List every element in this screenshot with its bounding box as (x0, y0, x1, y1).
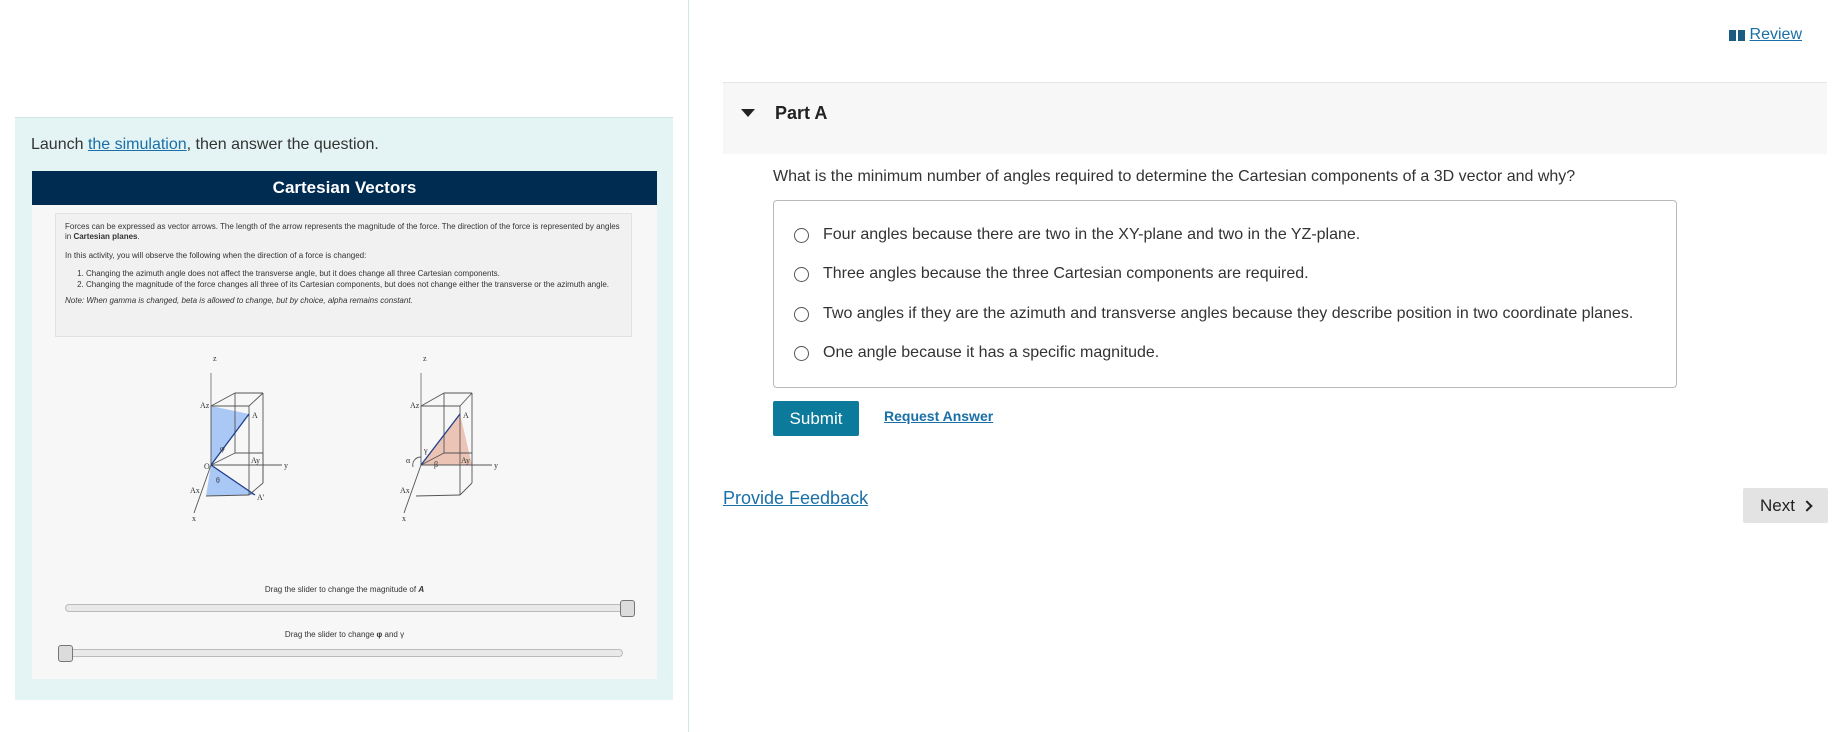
azimuth-figure (190, 354, 288, 523)
magnitude-slider-label: Drag the slider to change the magnitude of A (264, 585, 425, 594)
simulation-panel (32, 171, 657, 679)
theta-triangle (206, 465, 255, 496)
list-item: 2. Changing the magnitude of the force changes all three of its Cartesian components, but does not change either the transverse or the azimuth angle. (86, 280, 622, 290)
cartesian-planes-bold: Cartesian planes (73, 232, 138, 242)
simulation-title: Cartesian Vectors (32, 171, 657, 205)
x-axis-label: x (192, 514, 196, 523)
magnitude-slider-thumb[interactable] (620, 600, 635, 617)
choice-label: Three angles because the three Cartesian components are required. (823, 265, 1309, 282)
origin-label: O (204, 462, 210, 471)
choice-option[interactable] (794, 305, 1633, 323)
radio-button[interactable] (794, 267, 809, 282)
gamma-label: γ (424, 446, 428, 455)
provide-feedback-link[interactable]: Provide Feedback (723, 488, 869, 508)
caret-down-icon[interactable] (741, 109, 755, 117)
choice-option[interactable] (794, 265, 1309, 283)
intro-text (31, 136, 379, 154)
list-item: 1. Changing the azimuth angle does not affect the transverse angle, but it does change all three Cartesian components. (86, 269, 622, 279)
ay-label-2: Ay (461, 456, 471, 465)
y-axis-label-2: y (494, 461, 498, 470)
az-label-2: Az (410, 401, 420, 410)
choice-label: Two angles if they are the azimuth and transverse angles because they describe position in two coordinate planes. (823, 305, 1634, 322)
az-label: Az (200, 401, 210, 410)
theta-label: θ (216, 476, 220, 485)
z-axis-label: z (213, 354, 217, 363)
part-a-header[interactable] (723, 82, 1827, 154)
choice-option[interactable] (794, 344, 1159, 362)
intro-box (15, 117, 673, 700)
x-axis-label-2: x (402, 514, 406, 523)
magnitude-slider-track[interactable] (65, 604, 630, 612)
description-paragraph-1: Forces can be expressed as vector arrows. The length of the arrow represents the magnitude of the force. The direction of the force is represented by angles in Cartesian planes. (65, 222, 620, 242)
a-prime-label: A' (257, 493, 265, 502)
description-list (65, 269, 622, 290)
request-answer-link[interactable]: Request Answer (884, 408, 994, 424)
z-axis-label-2: z (423, 354, 427, 363)
alpha-label: α (406, 456, 411, 465)
book-icon (1729, 30, 1745, 41)
choice-option[interactable] (794, 226, 1360, 244)
y-axis-label: y (284, 461, 288, 470)
vector-diagrams (32, 343, 657, 543)
radio-button[interactable] (794, 228, 809, 243)
part-title: Part A (775, 103, 828, 123)
intro-prefix: Launch (31, 136, 88, 153)
angle-slider-label: Drag the slider to change φ and γ (284, 630, 405, 639)
phi-label: φ (220, 444, 225, 453)
simulation-link[interactable]: the simulation (87, 136, 187, 153)
review-label: Review (1749, 26, 1802, 43)
description-note: Note: When gamma is changed, beta is allowed to change, but by choice, alpha remains constant. (65, 295, 413, 305)
phi-triangle (211, 406, 249, 465)
next-label: Next (1760, 495, 1795, 515)
ax-label: Ax (190, 486, 200, 495)
ay-label: Ay (251, 456, 261, 465)
answer-choices (773, 200, 1677, 388)
beta-label: β (434, 460, 439, 469)
choice-label: One angle because it has a specific magnitude. (823, 344, 1160, 361)
direction-angles-figure (400, 354, 498, 523)
a-label-2: A (463, 411, 469, 420)
question-text: What is the minimum number of angles required to determine the Cartesian components of a 3D vector and why? (773, 168, 1576, 185)
angle-slider-thumb[interactable] (58, 645, 73, 662)
chevron-right-icon (1801, 500, 1812, 511)
radio-button[interactable] (794, 307, 809, 322)
review-link[interactable] (1729, 26, 1802, 44)
description-paragraph-2: In this activity, you will observe the following when the direction of a force is changed: (65, 250, 367, 260)
next-button[interactable] (1743, 488, 1828, 523)
radio-button[interactable] (794, 346, 809, 361)
ax-label-2: Ax (400, 486, 410, 495)
a-label: A (252, 411, 258, 420)
submit-button[interactable]: Submit (773, 401, 859, 436)
intro-suffix: , then answer the question. (186, 136, 379, 153)
simulation-description (55, 213, 632, 337)
left-pane (0, 0, 689, 732)
choice-label: Four angles because there are two in the XY-plane and two in the YZ-plane. (823, 226, 1361, 243)
angle-slider-track[interactable] (58, 649, 623, 657)
